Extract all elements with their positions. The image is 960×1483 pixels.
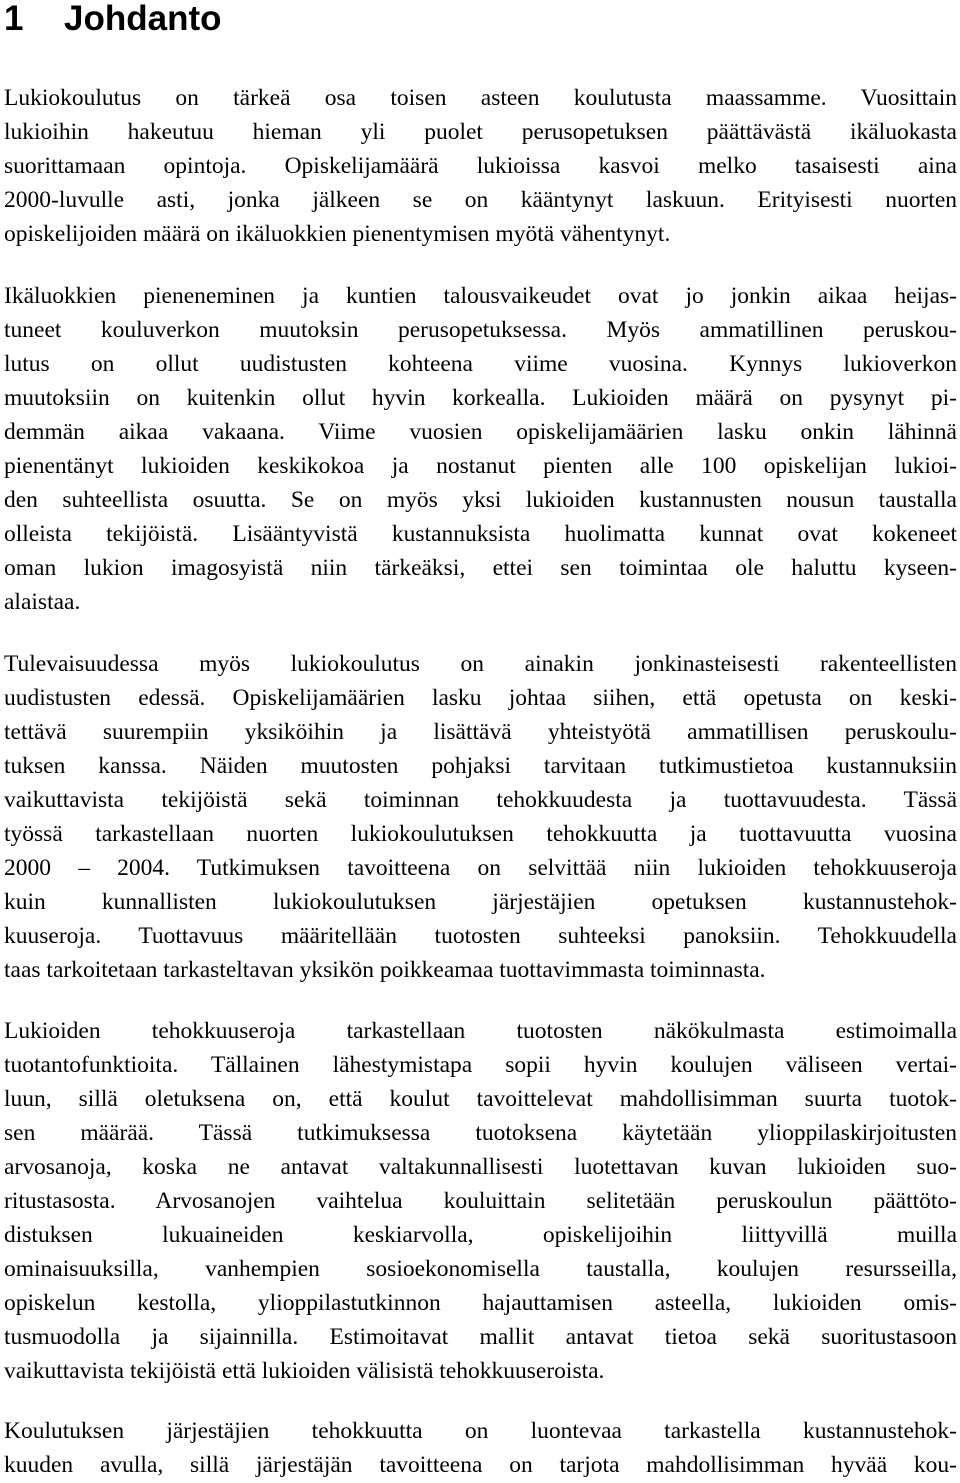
paragraph-3-line-7: 2000 – 2004. Tutkimuksen tavoitteena on selvittää niin lukioiden tehokkuuseroja (4, 855, 957, 881)
paragraph-2-line-4: muutoksiin on kuitenkin ollut hyvin korkealla. Lukioiden määrä on pysynyt pi- (4, 385, 957, 411)
paragraph-3-line-3: tettävä suurempiin yksiköihin ja lisättävä yhteistyötä ammatillisen peruskoulu- (4, 719, 957, 745)
paragraph-4-line-9: opiskelun kestolla, ylioppilastutkinnon hajauttamisen asteella, lukioiden omis- (4, 1290, 957, 1316)
paragraph-4-line-10: tusmuodolla ja sijainnilla. Estimoitavat mallit antavat tietoa sekä suoritustasoon (4, 1324, 957, 1350)
paragraph-4-line-8: ominaisuuksilla, vanhempien sosioekonomisella taustalla, koulujen resursseilla, (4, 1256, 957, 1282)
paragraph-3-line-2: uudistusten edessä. Opiskelijamäärien lasku johtaa siihen, että opetusta on keski- (4, 685, 957, 711)
paragraph-3-line-9: kuuseroja. Tuottavuus määritellään tuotosten suhteeksi panoksiin. Tehokkuudella (4, 923, 957, 949)
paragraph-4-line-11: vaikuttavista tekijöistä että lukioiden välisistä tehokkuuseroista. (4, 1358, 605, 1384)
paragraph-3-line-4: tuksen kanssa. Näiden muutosten pohjaksi tarvitaan tutkimustietoa kustannuksiin (4, 753, 957, 779)
paragraph-1-line-5: opiskelijoiden määrä on ikäluokkien pienentymisen myötä vähentynyt. (4, 221, 671, 247)
paragraph-3-line-10: taas tarkoitetaan tarkasteltavan yksikön poikkeamaa tuottavimmasta toiminnasta. (4, 957, 766, 983)
paragraph-2-line-1: Ikäluokkien pieneneminen ja kuntien talousvaikeudet ovat jo jonkin aikaa heijas- (4, 283, 957, 309)
paragraph-3-line-1: Tulevaisuudessa myös lukiokoulutus on ainakin jonkinasteisesti rakenteellisten (4, 651, 957, 677)
paragraph-4-line-1: Lukioiden tehokkuuseroja tarkastellaan tuotosten näkökulmasta estimoimalla (4, 1018, 957, 1044)
paragraph-2-line-2: tuneet kouluverkon muutoksin perusopetuksessa. Myös ammatillinen peruskou- (4, 317, 957, 343)
paragraph-3-line-5: vaikuttavista tekijöistä sekä toiminnan tehokkuudesta ja tuottavuudesta. Tässä (4, 787, 957, 813)
section-title: Johdanto (64, 0, 222, 38)
paragraph-2-line-3: lutus on ollut uudistusten kohteena viime vuosina. Kynnys lukioverkon (4, 351, 957, 377)
paragraph-2-line-8: olleista tekijöistä. Lisääntyvistä kustannuksista huolimatta kunnat ovat kokeneet (4, 521, 957, 547)
paragraph-2-line-5: demmän aikaa vakaana. Viime vuosien opiskelijamäärien lasku onkin lähinnä (4, 419, 957, 445)
paragraph-4-line-6: ritustasosta. Arvosanojen vaihtelua kouluittain selitetään peruskoulun päättöto- (4, 1188, 957, 1214)
paragraph-1-line-3: suorittamaan opintoja. Opiskelijamäärä lukioissa kasvoi melko tasaisesti aina (4, 153, 957, 179)
paragraph-1-line-2: lukioihin hakeutuu hieman yli puolet perusopetuksen päättävästä ikäluokasta (4, 119, 957, 145)
paragraph-2-line-6: pienentänyt lukioiden keskikokoa ja nostanut pienten alle 100 opiskelijan lukioi- (4, 453, 957, 479)
paragraph-5-line-2: kuuden avulla, sillä järjestäjän tavoitteena on tarjota mahdollisimman hyvää kou- (4, 1452, 957, 1478)
paragraph-4-line-2: tuotantofunktioita. Tällainen lähestymistapa sopii hyvin koulujen väliseen vertai- (4, 1052, 957, 1078)
paragraph-2-line-9: oman lukion imagosyistä niin tärkeäksi, ettei sen toimintaa ole haluttu kyseen- (4, 555, 957, 581)
paragraph-4-line-5: arvosanoja, koska ne antavat valtakunnallisesti luotettavan kuvan lukioiden suo- (4, 1154, 957, 1180)
paragraph-4-line-3: luun, sillä oletuksena on, että koulut tavoittelevat mahdollisimman suurta tuotok- (4, 1086, 957, 1112)
paragraph-3-line-6: työssä tarkastellaan nuorten lukiokoulutuksen tehokkuutta ja tuottavuutta vuosina (4, 821, 957, 847)
paragraph-1-line-1: Lukiokoulutus on tärkeä osa toisen asteen koulutusta maassamme. Vuosittain (4, 85, 957, 111)
paragraph-1-line-4: 2000-luvulle asti, jonka jälkeen se on kääntynyt laskuun. Erityisesti nuorten (4, 187, 957, 213)
section-heading (4, 0, 221, 38)
paragraph-4-line-4: sen määrää. Tässä tutkimuksessa tuotoksena käytetään ylioppilaskirjoitusten (4, 1120, 957, 1146)
paragraph-2-line-7: den suhteellista osuutta. Se on myös yksi lukioiden kustannusten nousun taustalla (4, 487, 957, 513)
paragraph-4-line-7: distuksen lukuaineiden keskiarvolla, opiskelijoihin liittyvillä muilla (4, 1222, 957, 1248)
paragraph-2-line-10: alaistaa. (4, 589, 81, 615)
paragraph-3-line-8: kuin kunnallisten lukiokoulutuksen järjestäjien opetuksen kustannustehok- (4, 889, 957, 915)
paragraph-5-line-1: Koulutuksen järjestäjien tehokkuutta on luontevaa tarkastella kustannustehok- (4, 1418, 957, 1444)
section-number: 1 (4, 0, 24, 38)
